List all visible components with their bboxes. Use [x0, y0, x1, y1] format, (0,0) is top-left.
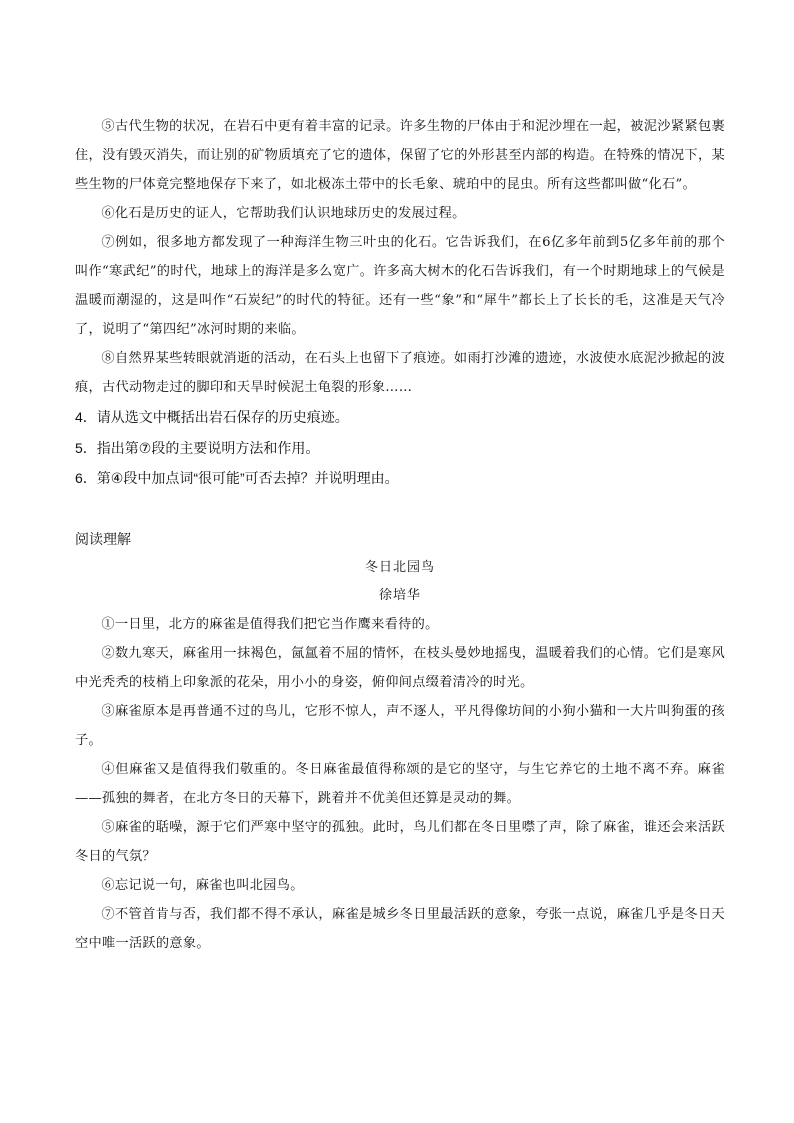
section-label-reading: 阅读理解: [75, 530, 131, 547]
passage2-paragraph-2: ②数九寒天，麻雀用一抹褐色，氤氲着不屈的情怀，在枝头曼妙地摇曳，温暖着我们的心情。它们是寒风中光秃秃的枝梢上印象派的花朵，用小小的身姿，俯仰间点缀着清冷的时光。: [75, 645, 725, 690]
passage2-paragraph-1: ①一日里，北方的麻雀是值得我们把它当作鹰来看待的。: [101, 616, 439, 632]
question-4: 4．请从选文中概括出岩石保存的历史痕迹。: [75, 409, 349, 425]
question-5: 5．指出第⑦段的主要说明方法和作用。: [75, 439, 320, 456]
passage2-paragraph-6: ⑥忘记说一句，麻雀也叫北园鸟。: [101, 877, 304, 893]
section-spacer: [75, 494, 725, 524]
passage2-title: 冬日北园鸟: [364, 559, 435, 575]
passage2-author: 徐培华: [378, 587, 421, 603]
page-content: [75, 112, 725, 958]
passage2-paragraph-7: ⑦不管首肯与否，我们都不得不承认，麻雀是城乡冬日里最活跃的意象，夸张一点说，麻雀几乎是冬日天空中唯一活跃的意象。: [75, 906, 725, 951]
passage2-paragraph-3: ③麻雀原本是再普通不过的鸟儿，它形不惊人，声不逐人，平凡得像坊间的小狗小猫和一大片叫狗蛋的孩子。: [75, 703, 725, 748]
passage2-paragraph-4: ④但麻雀又是值得我们敬重的。冬日麻雀最值得称颂的是它的坚守，与生它养它的土地不离不弃。麻雀——孤独的舞者，在北方冬日的天幕下，跳着并不优美但还算是灵动的舞。: [75, 761, 725, 806]
passage1-paragraph-8: ⑧自然界某些转眼就消逝的活动，在石头上也留下了痕迹。如雨打沙滩的遗迹，水波使水底泥沙掀起的波痕，古代动物走过的脚印和天旱时候泥土龟裂的形象……: [75, 351, 725, 395]
passage1-paragraph-6: ⑥化石是历史的证人，它帮助我们认识地球历史的发展过程。: [101, 206, 466, 221]
passage1-paragraph-5: ⑤古代生物的状况，在岩石中更有着丰富的记录。许多生物的尸体由于和泥沙埋在一起，被泥沙紧紧包裹住，没有毁灭消失，而让别的矿物质填充了它的遗体，保留了它的外形甚至内部的构造。在特殊的情况下，某些生物的尸体竟完整地保存下来了，如北极冻土带中的长毛象、琥珀中的昆虫。所有这些都叫做“化石”。: [75, 119, 725, 192]
passage2-paragraph-5: ⑤麻雀的聒噪，源于它们严寒中坚守的孤独。此时，鸟儿们都在冬日里噤了声，除了麻雀，谁还会来活跃冬日的气氛？: [75, 819, 725, 864]
passage1-paragraph-7: ⑦例如，很多地方都发现了一种海洋生物三叶虫的化石。它告诉我们，在6亿多年前到5亿多年前的那个叫作“寒武纪”的时代，地球上的海洋是多么宽广。许多高大树木的化石告诉我们，有一个时期地球上的气候是温暖而潮湿的，这是叫作“石炭纪”的时代的特征。还有一些“象”和“犀牛”都长上了长长的毛，这准是天气冷了，说明了“第四纪”冰河时期的来临。: [75, 235, 725, 337]
question-6: 6．第④段中加点词“很可能”可否去掉？并说明理由。: [75, 470, 399, 486]
